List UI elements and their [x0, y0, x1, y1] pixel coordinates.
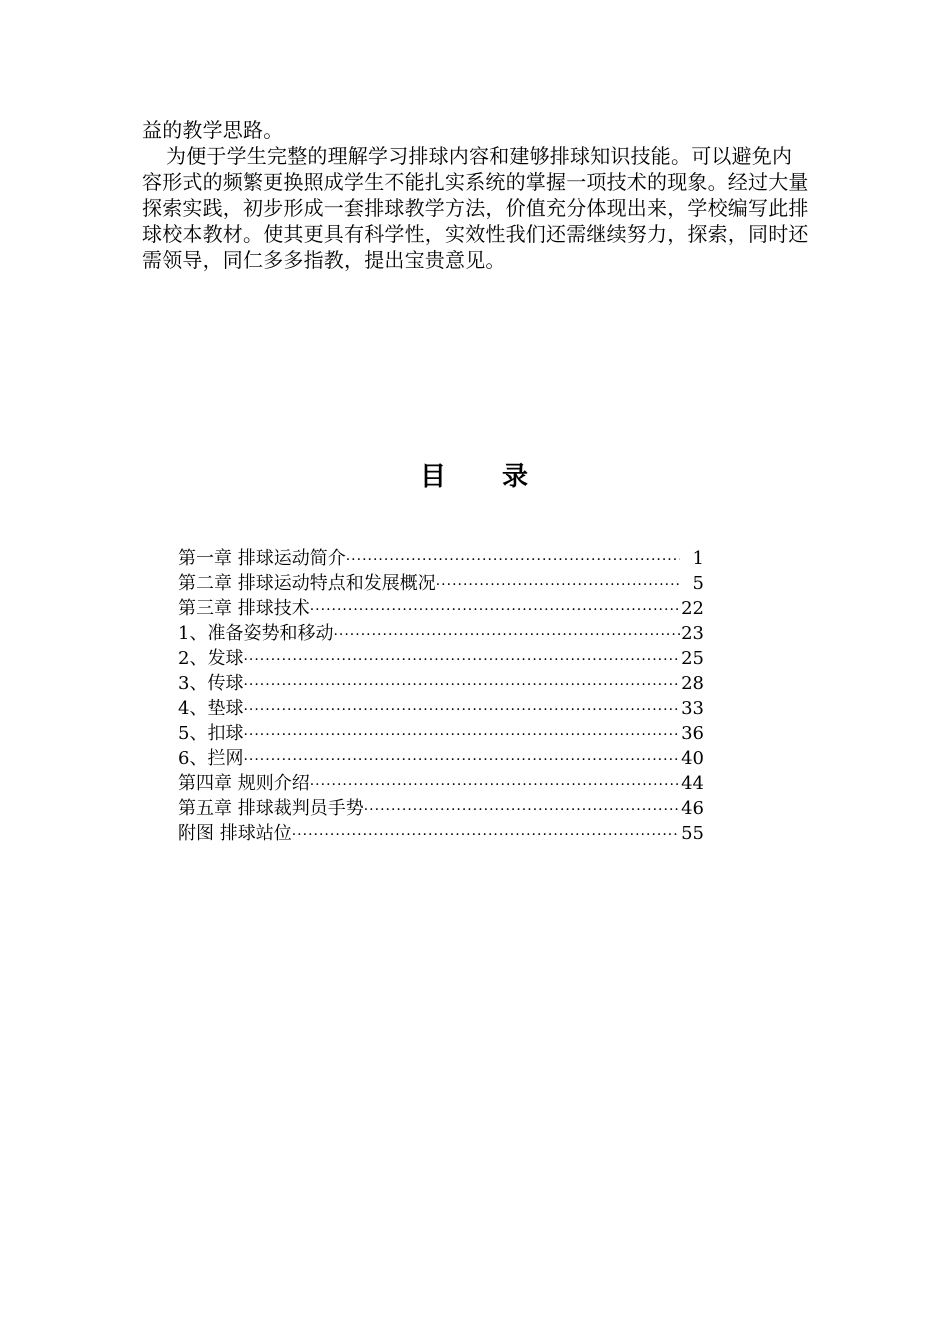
toc-entry-page: 5: [692, 573, 704, 594]
toc-leader-dots: [243, 748, 680, 771]
toc-leader-dots: [243, 673, 680, 696]
toc-entry[interactable]: [178, 646, 704, 671]
toc-entry[interactable]: [178, 696, 704, 721]
intro-text: [142, 117, 812, 273]
toc-entry-label: 第四章 规则介绍: [178, 773, 310, 794]
toc-entry-page: 36: [681, 723, 704, 744]
intro-line-1: 益的教学思路。: [142, 118, 284, 142]
toc-entry-label: 第五章 排球裁判员手势: [178, 798, 364, 819]
toc-entry-label: 6、拦网: [178, 748, 244, 769]
toc-leader-dots: [243, 698, 680, 721]
toc-entry-label: 第三章 排球技术: [178, 598, 310, 619]
toc-entry-label: 4、垫球: [178, 698, 244, 719]
toc-entry[interactable]: [178, 596, 704, 621]
toc-entry-page: 28: [681, 673, 704, 694]
toc-entry-page: 25: [681, 648, 704, 669]
toc-entry[interactable]: [178, 746, 704, 771]
toc-entry-label: 2、发球: [178, 648, 244, 669]
toc-entry-page: 46: [681, 798, 704, 819]
toc-leader-dots: [310, 598, 680, 621]
toc-entry-page: 55: [681, 823, 704, 844]
toc-entry[interactable]: [178, 796, 704, 821]
toc-leader-dots: [310, 773, 680, 796]
toc-leader-dots: [364, 798, 680, 821]
toc-leader-dots: [292, 823, 680, 846]
toc-entry-page: 1: [692, 548, 704, 569]
toc-entry-label: 3、传球: [178, 673, 244, 694]
toc-entry-page: 23: [681, 623, 704, 644]
toc-title-right: 录: [502, 462, 529, 492]
toc-title: [420, 456, 528, 493]
toc-leader-dots: [333, 623, 680, 646]
table-of-contents: [178, 546, 704, 846]
toc-entry-page: 44: [681, 773, 704, 794]
toc-leader-dots: [436, 573, 680, 596]
toc-entry-page: 22: [681, 598, 704, 619]
toc-entry[interactable]: [178, 771, 704, 796]
toc-leader-dots: [346, 548, 680, 571]
toc-leader-dots: [243, 648, 680, 671]
toc-entry[interactable]: [178, 721, 704, 746]
toc-entry[interactable]: [178, 571, 704, 596]
toc-entry-page: 33: [681, 698, 704, 719]
toc-entry-label: 第一章 排球运动简介: [178, 548, 346, 569]
toc-title-left: 目: [420, 462, 447, 492]
toc-entry[interactable]: [178, 821, 704, 846]
intro-paragraph-2: 为便于学生完整的理解学习排球内容和建够排球知识技能。可以避免内容形式的频繁更换照成学生不能扎实系统的掌握一项技术的现象。经过大量探索实践，初步形成一套排球教学方法，价值充分体现出来，学校编写此排球校本教材。使其更具有科学性，实效性我们还需继续努力，探索，同时还需领导，同仁多多指教，提出宝贵意见。: [142, 144, 809, 272]
toc-entry[interactable]: [178, 621, 704, 646]
toc-entry[interactable]: [178, 546, 704, 571]
toc-leader-dots: [243, 723, 680, 746]
toc-entry-label: 附图 排球站位: [178, 823, 292, 844]
toc-entry-label: 5、扣球: [178, 723, 244, 744]
toc-entry-label: 第二章 排球运动特点和发展概况: [178, 573, 436, 594]
toc-entry[interactable]: [178, 671, 704, 696]
toc-entry-page: 40: [681, 748, 704, 769]
toc-entry-label: 1、准备姿势和移动: [178, 623, 334, 644]
